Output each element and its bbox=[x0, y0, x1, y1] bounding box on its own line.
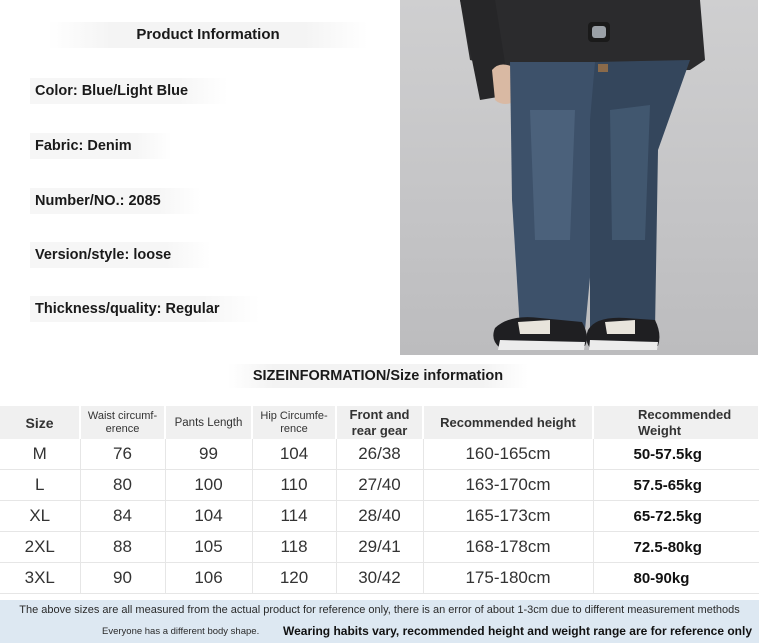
cell-weight: 65-72.5kg bbox=[593, 501, 759, 532]
info-fabric: Fabric: Denim bbox=[30, 133, 172, 159]
cell-hip: 104 bbox=[252, 439, 336, 470]
cell-waist: 76 bbox=[80, 439, 165, 470]
info-color: Color: Blue/Light Blue bbox=[30, 78, 228, 104]
cell-gear: 29/41 bbox=[336, 532, 423, 563]
cell-weight: 72.5-80kg bbox=[593, 532, 759, 563]
cell-gear: 26/38 bbox=[336, 439, 423, 470]
cell-gear: 30/42 bbox=[336, 563, 423, 594]
footer-note bbox=[0, 600, 759, 643]
header-size: Size bbox=[0, 406, 80, 439]
cell-hip: 110 bbox=[252, 470, 336, 501]
cell-weight: 50-57.5kg bbox=[593, 439, 759, 470]
cell-waist: 90 bbox=[80, 563, 165, 594]
header-gear: Front and rear gear bbox=[336, 406, 423, 439]
reference-note: Wearing habits vary, recommended height and weight range are for reference only bbox=[283, 624, 753, 638]
cell-waist: 80 bbox=[80, 470, 165, 501]
cell-height: 175-180cm bbox=[423, 563, 593, 594]
cell-gear: 27/40 bbox=[336, 470, 423, 501]
size-table bbox=[0, 406, 759, 594]
cell-size: 2XL bbox=[0, 532, 80, 563]
cell-size: 3XL bbox=[0, 563, 80, 594]
cell-length: 106 bbox=[165, 563, 252, 594]
cell-hip: 120 bbox=[252, 563, 336, 594]
measurement-note: The above sizes are all measured from the actual product for reference only, there is an error of about 1-3cm due to different measurement methods bbox=[19, 604, 740, 616]
header-waist: Waist circumf-erence bbox=[80, 406, 165, 439]
size-table-header bbox=[0, 406, 759, 439]
table-row bbox=[0, 470, 759, 501]
header-weight: Recommended Weight bbox=[593, 406, 759, 439]
cell-height: 168-178cm bbox=[423, 532, 593, 563]
table-row bbox=[0, 501, 759, 532]
header-height: Recommended height bbox=[423, 406, 593, 439]
table-row bbox=[0, 439, 759, 470]
cell-height: 160-165cm bbox=[423, 439, 593, 470]
cell-size: XL bbox=[0, 501, 80, 532]
cell-hip: 118 bbox=[252, 532, 336, 563]
cell-height: 165-173cm bbox=[423, 501, 593, 532]
cell-waist: 88 bbox=[80, 532, 165, 563]
model-jeans-photo bbox=[400, 0, 758, 355]
header-pants-length: Pants Length bbox=[165, 406, 252, 439]
header-hip: Hip Circumfe-rence bbox=[252, 406, 336, 439]
cell-weight: 80-90kg bbox=[593, 563, 759, 594]
table-row bbox=[0, 563, 759, 594]
body-shape-note: Everyone has a different body shape. bbox=[102, 626, 260, 637]
cell-size: L bbox=[0, 470, 80, 501]
cell-size: M bbox=[0, 439, 80, 470]
cell-height: 163-170cm bbox=[423, 470, 593, 501]
cell-length: 104 bbox=[165, 501, 252, 532]
size-section-title: SIZEINFORMATION/Size information bbox=[228, 364, 528, 388]
cell-length: 99 bbox=[165, 439, 252, 470]
info-thickness: Thickness/quality: Regular bbox=[30, 296, 260, 322]
cell-length: 100 bbox=[165, 470, 252, 501]
cell-gear: 28/40 bbox=[336, 501, 423, 532]
product-info-title: Product Information bbox=[48, 22, 368, 48]
info-number: Number/NO.: 2085 bbox=[30, 188, 201, 214]
table-row bbox=[0, 532, 759, 563]
jeans-illustration bbox=[400, 0, 758, 355]
cell-weight: 57.5-65kg bbox=[593, 470, 759, 501]
cell-length: 105 bbox=[165, 532, 252, 563]
cell-hip: 114 bbox=[252, 501, 336, 532]
info-style: Version/style: loose bbox=[30, 242, 211, 268]
cell-waist: 84 bbox=[80, 501, 165, 532]
